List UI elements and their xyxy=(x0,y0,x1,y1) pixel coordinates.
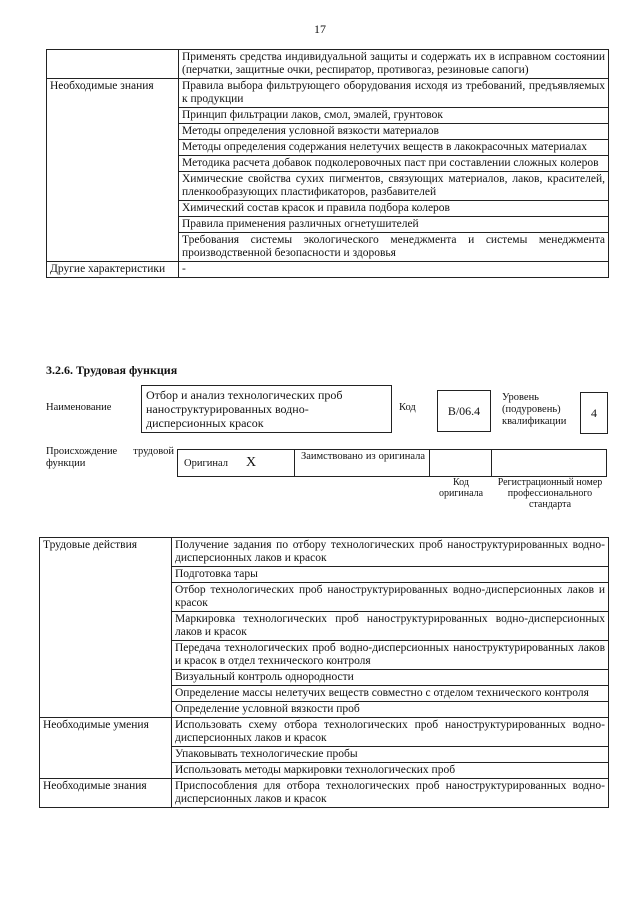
code-original-cell xyxy=(429,449,492,477)
row-item: Передача технологических проб водно-дисперсионных наноструктурированных лаков и красок в отдел технического контроля xyxy=(172,641,609,670)
row-item: Упаковывать технологические пробы xyxy=(172,747,609,763)
row-item: Определение условной вязкости проб xyxy=(172,702,609,718)
table-row xyxy=(47,262,609,278)
code-original-caption: Код оригинала xyxy=(438,477,484,499)
row-item: Методы определения условной вязкости материалов xyxy=(179,124,609,140)
table-row xyxy=(47,79,609,108)
name-value-box xyxy=(141,385,392,433)
table-row xyxy=(40,718,609,747)
row-label: Трудовые действия xyxy=(40,538,172,718)
row-item: Химические свойства сухих пигментов, связующих материалов, лаков, красителей, пленкообразующих пластификаторов, разбавителей xyxy=(179,172,609,201)
reg-number-caption: Регистрационный номер профессионального стандарта xyxy=(497,477,603,510)
row-item: Правила выбора фильтрующего оборудования исходя из требований, предъявляемых к продукции xyxy=(179,79,609,108)
level-value: 4 xyxy=(591,405,597,420)
row-item: Методика расчета добавок подколеровочных паст при составлении сложных колеров xyxy=(179,156,609,172)
code-label: Код xyxy=(399,402,416,413)
original-cell xyxy=(177,449,295,477)
row-item: Химический состав красок и правила подбора колеров xyxy=(179,201,609,217)
row-label: Необходимые знания xyxy=(47,79,179,262)
row-item: Методы определения содержания нелетучих веществ в лакокрасочных материалах xyxy=(179,140,609,156)
level-value-box xyxy=(580,392,608,434)
row-item: Использовать схему отбора технологических проб наноструктурированных водно-дисперсионных лаков и красок xyxy=(172,718,609,747)
row-label: Необходимые знания xyxy=(40,779,172,808)
row-label: Другие характеристики xyxy=(47,262,179,278)
table-row xyxy=(40,538,609,567)
reg-number-cell xyxy=(491,449,607,477)
row-item: Определение массы нелетучих веществ совместно с отделом технического контроля xyxy=(172,686,609,702)
origin-row xyxy=(177,449,607,477)
row-label xyxy=(47,50,179,79)
original-mark: X xyxy=(246,455,257,470)
origin-label: Происхождение трудовой функции xyxy=(46,446,174,469)
code-value: B/06.4 xyxy=(447,403,481,418)
row-item: Маркировка технологических проб наноструктурированных водно-дисперсионных лаков и красок xyxy=(172,612,609,641)
row-item: Правила применения различных огнетушителей xyxy=(179,217,609,233)
row-label: Необходимые умения xyxy=(40,718,172,779)
code-value-box xyxy=(437,390,491,432)
row-item: Визуальный контроль однородности xyxy=(172,670,609,686)
row-item: Использовать методы маркировки технологических проб xyxy=(172,763,609,779)
section-heading: 3.2.6. Трудовая функция xyxy=(46,363,178,377)
level-label: Уровень (подуровень) квалификации xyxy=(502,392,567,427)
borrowed-cell xyxy=(294,449,430,477)
page-number: 17 xyxy=(314,22,326,36)
row-item: - xyxy=(179,262,609,278)
row-item: Приспособления для отбора технологических проб наноструктурированных водно-дисперсионных лаков и красок xyxy=(172,779,609,808)
table-row xyxy=(40,779,609,808)
row-item: Применять средства индивидуальной защиты и содержать их в исправном состоянии (перчатки, защитные очки, респиратор, противогаз, резиновые сапоги) xyxy=(179,50,609,79)
row-item: Требования системы экологического менеджмента и системы менеджмента производственной безопасности и здоровья xyxy=(179,233,609,262)
name-label: Наименование xyxy=(46,402,112,413)
table-row xyxy=(47,50,609,79)
original-label: Оригинал xyxy=(184,458,228,469)
row-item: Подготовка тары xyxy=(172,567,609,583)
borrowed-label: Заимствовано из оригинала xyxy=(301,451,425,462)
top-table xyxy=(46,49,609,278)
bottom-table xyxy=(39,537,609,808)
row-item: Получение задания по отбору технологических проб наноструктурированных водно-дисперсионных лаков и красок xyxy=(172,538,609,567)
row-item: Принцип фильтрации лаков, смол, эмалей, грунтовок xyxy=(179,108,609,124)
row-item: Отбор технологических проб наноструктурированных водно-дисперсионных лаков и красок xyxy=(172,583,609,612)
name-value: Отбор и анализ технологических проб наноструктурированных водно-дисперсионных красок xyxy=(146,388,343,430)
